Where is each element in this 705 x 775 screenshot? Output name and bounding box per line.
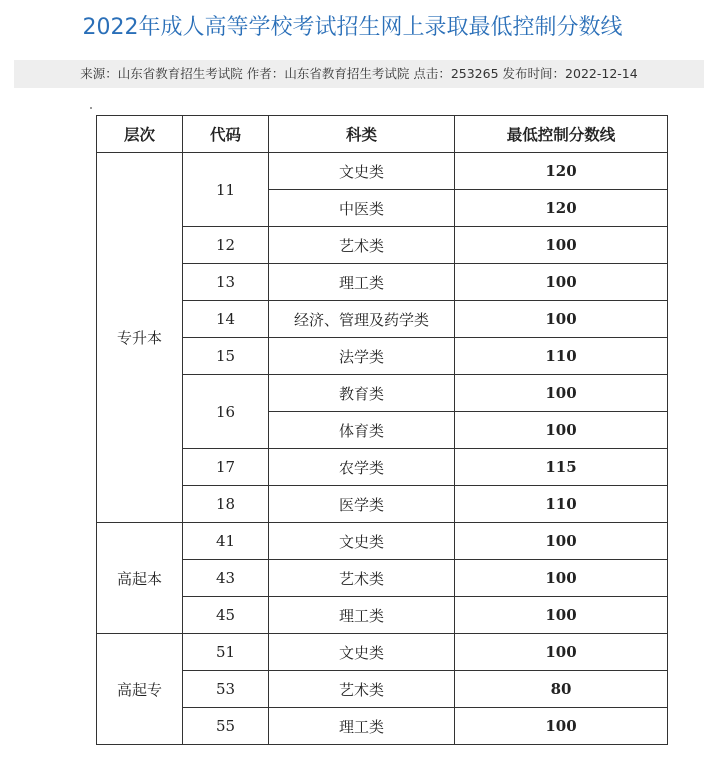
subject-cell: 理工类 [269, 708, 455, 745]
score-cell: 120 [455, 153, 668, 190]
score-cell: 100 [455, 412, 668, 449]
header-code: 代码 [183, 116, 269, 153]
clicks-label: 点击： [413, 66, 451, 81]
clicks-value: 253265 [450, 66, 499, 81]
source-label: 来源： [80, 66, 118, 81]
author-label: 作者： [246, 66, 285, 81]
subject-cell: 体育类 [269, 412, 455, 449]
score-cell: 100 [455, 227, 668, 264]
table-header-row [97, 116, 668, 153]
table-row [97, 338, 668, 375]
table-row [97, 560, 668, 597]
table-row [97, 264, 668, 301]
table-row [97, 153, 668, 190]
subject-cell: 教育类 [269, 375, 455, 412]
subject-cell: 艺术类 [269, 560, 455, 597]
author-value: 山东省教育招生考试院 [284, 66, 410, 81]
code-cell: 17 [183, 449, 269, 486]
subject-cell: 艺术类 [269, 227, 455, 264]
subject-cell: 文史类 [269, 634, 455, 671]
score-cell: 100 [455, 264, 668, 301]
code-cell: 18 [183, 486, 269, 523]
subject-cell: 理工类 [269, 264, 455, 301]
table-row [97, 375, 668, 412]
subject-cell: 农学类 [269, 449, 455, 486]
score-cell: 80 [455, 671, 668, 708]
date-label: 发布时间： [502, 66, 566, 81]
code-cell: 53 [183, 671, 269, 708]
level-cell: 高起本 [97, 523, 183, 634]
table-row [97, 523, 668, 560]
table-row [97, 597, 668, 634]
code-cell: 55 [183, 708, 269, 745]
code-cell: 14 [183, 301, 269, 338]
score-cell: 100 [455, 708, 668, 745]
code-cell: 12 [183, 227, 269, 264]
score-cell: 100 [455, 597, 668, 634]
code-cell: 41 [183, 523, 269, 560]
table-row [97, 301, 668, 338]
level-cell: 专升本 [97, 153, 183, 523]
subject-cell: 艺术类 [269, 671, 455, 708]
table-row [97, 227, 668, 264]
article-meta [14, 60, 704, 88]
score-cell: 100 [455, 375, 668, 412]
table-row [97, 449, 668, 486]
score-cell: 100 [455, 560, 668, 597]
score-cell: 120 [455, 190, 668, 227]
code-cell: 13 [183, 264, 269, 301]
score-table [96, 115, 668, 745]
level-cell: 高起专 [97, 634, 183, 745]
table-row [97, 634, 668, 671]
table-row [97, 671, 668, 708]
table-row [97, 486, 668, 523]
code-cell: 43 [183, 560, 269, 597]
subject-cell: 理工类 [269, 597, 455, 634]
subject-cell: 中医类 [269, 190, 455, 227]
code-cell: 45 [183, 597, 269, 634]
decorative-dot [90, 107, 92, 109]
code-cell: 15 [183, 338, 269, 375]
code-cell: 51 [183, 634, 269, 671]
subject-cell: 法学类 [269, 338, 455, 375]
subject-cell: 医学类 [269, 486, 455, 523]
source-value: 山东省教育招生考试院 [117, 66, 243, 81]
score-cell: 110 [455, 338, 668, 375]
date-value: 2022-12-14 [565, 66, 638, 81]
score-cell: 115 [455, 449, 668, 486]
score-cell: 110 [455, 486, 668, 523]
subject-cell: 文史类 [269, 153, 455, 190]
code-cell: 11 [183, 153, 269, 227]
page-title: 2022年成人高等学校考试招生网上录取最低控制分数线 [82, 15, 623, 40]
table-row [97, 708, 668, 745]
table-body [97, 153, 668, 745]
code-cell: 16 [183, 375, 269, 449]
header-subject: 科类 [269, 116, 455, 153]
score-cell: 100 [455, 634, 668, 671]
subject-cell: 文史类 [269, 523, 455, 560]
header-level: 层次 [97, 116, 183, 153]
score-cell: 100 [455, 301, 668, 338]
subject-cell: 经济、管理及药学类 [269, 301, 455, 338]
score-cell: 100 [455, 523, 668, 560]
header-score: 最低控制分数线 [455, 116, 668, 153]
